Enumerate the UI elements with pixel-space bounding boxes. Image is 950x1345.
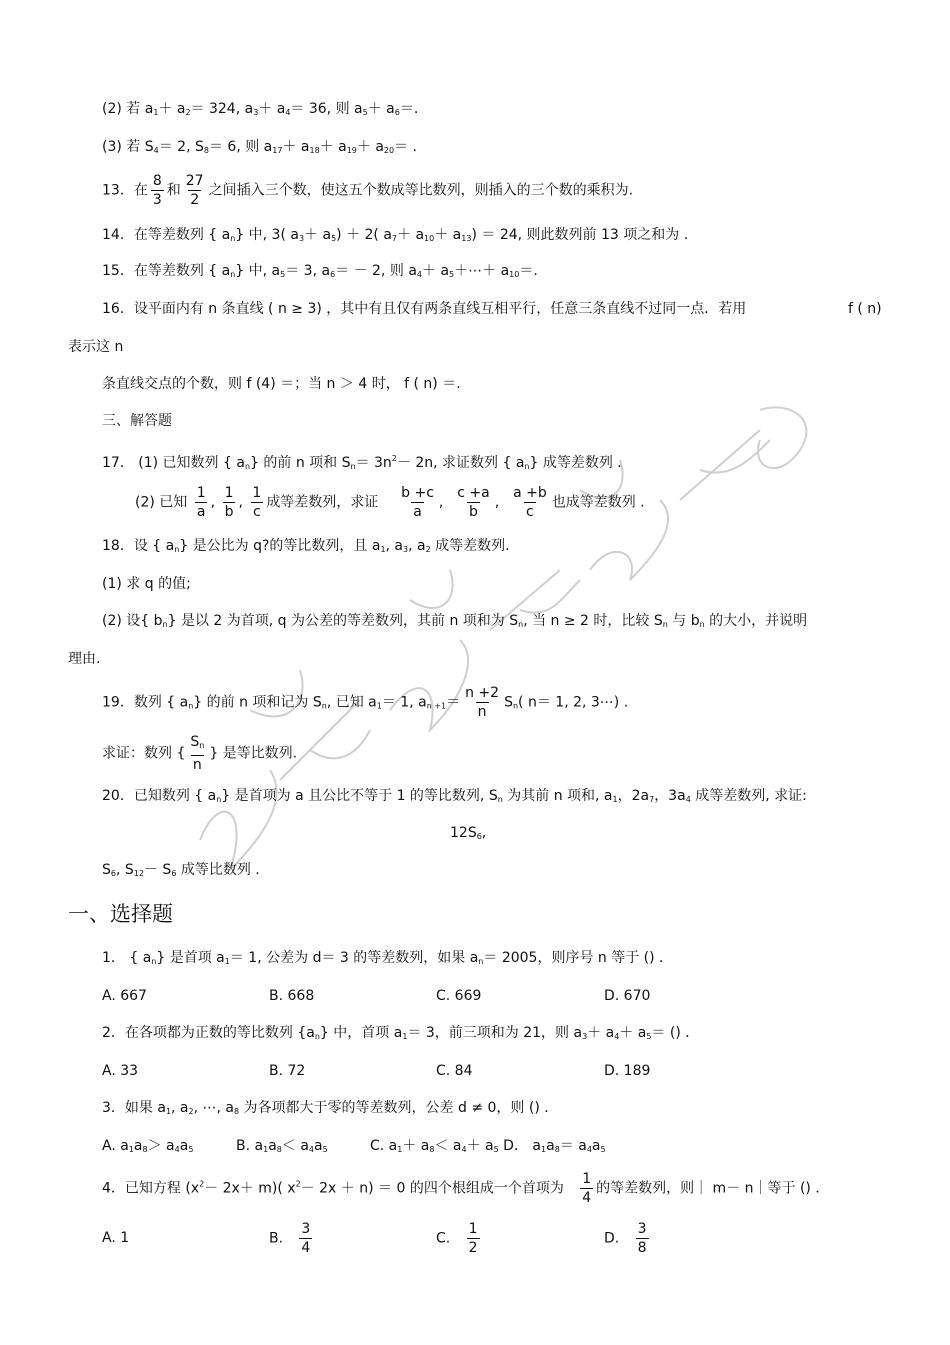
question-20: 20．已知数列 { $a_n$} 是首项为 a 且公比不等于 1 的等比数列, $S_n$ 为其前 n 项和, $a_1$，$2a_7$，$3a_4$ 成等差数列, 求证: bbox=[102, 788, 807, 804]
section-heading-1: 一、选择题 bbox=[68, 902, 173, 926]
fraction: $\frac{3}{8}$ bbox=[637, 1221, 647, 1256]
q12-part2: (2) 若 $a_1+ a_2= 324$, $a_3+ a_4= 36$, 则 $a_5+ a_6=$. bbox=[102, 101, 419, 117]
section-heading-3: 三、解答题 bbox=[102, 413, 172, 429]
question-16-line3: 条直线交点的个数，则 f (4) ＝；当 n ＞ 4 时， f ( n) ＝. bbox=[102, 376, 461, 392]
question-20-conclusion: $S_6$, $S_{12}- S_6$ 成等比数列 . bbox=[102, 862, 260, 878]
question-17-part2: (2) 已知 $\frac{1}{a}$ , $\frac{1}{b}$ , $\frac{1}{c}$ 成等差数列，求证 $\frac{b +c}{a}$ , $\frac{c +a}{b}$ , $\frac{a +b}{c}$ 也成等差数列 . bbox=[135, 485, 645, 520]
choice-3-option-b: B. $a_1a_8< a_4a_5$ bbox=[236, 1138, 328, 1154]
choice-1-option-d: D. 670 bbox=[604, 988, 651, 1004]
question-18-part2: (2) 设{ $b_n$} 是以 2 为首项, q 为公差的等差数列，其前 n 项和为 $S_n$, 当 n ≥ 2 时，比较 $S_n$ 与 $b_n$ 的大小，并说明 bbox=[102, 613, 808, 629]
choice-4-option-c: C. $\frac{1}{2}$ bbox=[436, 1221, 478, 1256]
choice-question-1: 1． { $a_n$} 是首项 $a_1= 1$, 公差为 d＝ 3 的等差数列，如果 $a_n= 2005$，则序号 n 等于 () ． bbox=[102, 950, 674, 966]
choice-4-option-d: D. $\frac{3}{8}$ bbox=[604, 1221, 647, 1256]
question-18-part1: (1) 求 q 的值; bbox=[102, 576, 191, 592]
fraction: $\frac{8}{3}$ bbox=[152, 173, 162, 208]
fraction: $\frac{b +c}{a}$ bbox=[401, 485, 434, 520]
question-15: 15．在等差数列 { $a_n$} 中, $a_5= 3$, $a_6= - 2$, 则 $a_4+$ $a_5+\cdots+ a_{10}=$. bbox=[102, 263, 538, 279]
question-18-part2-end: 理由. bbox=[68, 651, 101, 667]
choice-question-4: 4．已知方程 $(x^2- 2x+ m)$( $x^2- 2x + n) = 0$ 的四个根组成一个首项为 $\frac{1}{4}$ 的等差数列，则｜ m－ n｜等于 () ． bbox=[102, 1171, 830, 1206]
choice-3-option-a: A. $a_1a_8> a_4a_5$ bbox=[102, 1138, 194, 1154]
fraction: $\frac{a +b}{c}$ bbox=[513, 485, 547, 520]
choice-3-option-c-d: C. $a_1+ a_8< a_4+ a_5$ D． $a_1a_8= a_4a_5$ bbox=[370, 1138, 606, 1154]
choice-1-option-c: C. 669 bbox=[436, 988, 482, 1004]
question-14: 14．在等差数列 { $a_n$} 中, 3( $a_3+ a_5) + 2$( $a_7+ a_{10}+ a_{13}) = 24$, 则此数列前 13 项之和为 . bbox=[102, 227, 689, 243]
fraction: $\frac{1}{b}$ bbox=[224, 485, 234, 520]
fraction: $\frac{1}{2}$ bbox=[468, 1221, 478, 1256]
choice-question-2: 2．在各项都为正数的等比数列 $\{a_n\}$ 中，首项 $a_1= 3$，前三项和为 21，则 $a_3+ a_4+ a_5=$ () ． bbox=[102, 1025, 700, 1041]
fraction: $\frac{3}{4}$ bbox=[301, 1221, 311, 1256]
question-13: 13．在 $\frac{8}{3}$ 和 $\frac{27}{2}$ 之间插入三个数，使这五个数成等比数列，则插入的三个数的乘积为. bbox=[102, 173, 634, 208]
question-19-proof: 求证：数列 { $\frac{S_n}{n}$ } 是等比数列. bbox=[102, 734, 298, 773]
choice-4-option-a: A. 1 bbox=[102, 1230, 130, 1246]
choice-question-3: 3．如果 $a_1$, $a_2$, ⋯, $a_8$ 为各项都大于零的等差数列，公差 d ≠ 0，则 () ． bbox=[102, 1100, 559, 1116]
choice-4-option-b: B. $\frac{3}{4}$ bbox=[269, 1221, 311, 1256]
choice-2-option-a: A. 33 bbox=[102, 1063, 139, 1079]
fraction: $\frac{n +2}{n}$ bbox=[465, 685, 500, 720]
fraction: $\frac{c +a}{b}$ bbox=[457, 485, 490, 520]
question-17-part1: 17． (1) 已知数列 { $a_n$} 的前 n 项和 $S_n= 3n^2- 2n$, 求证数列 { $a_n$} 成等差数列 . bbox=[102, 454, 622, 471]
question-16-line1: 16．设平面内有 n 条直线 ( n ≥ 3) ，其中有且仅有两条直线互相平行，任意三条直线不过同一点．若用 bbox=[102, 301, 747, 317]
fraction: $\frac{1}{c}$ bbox=[252, 485, 262, 520]
question-19: 19．数列 { $a_n$} 的前 n 项和记为 $S_n$, 已知 $a_1= 1$, $a_{n +1}=$ $\frac{n +2}{n}$ $S_n$( n＝ 1, 2, 3⋯) . bbox=[102, 685, 629, 720]
fraction: $\frac{1}{4}$ bbox=[582, 1171, 592, 1206]
q12-part3: (3) 若 $S_4= 2$, $S_8= 6$, 则 $a_{17}+ a_{18}+ a_{19}+ a_{20}=$ . bbox=[102, 139, 418, 155]
fraction: $\frac{1}{a}$ bbox=[196, 485, 206, 520]
question-16-fn: f ( n) bbox=[848, 301, 882, 317]
choice-2-option-b: B. 72 bbox=[269, 1063, 306, 1079]
question-16-line2: 表示这 n bbox=[68, 339, 124, 355]
choice-2-option-d: D. 189 bbox=[604, 1063, 651, 1079]
fraction: $\frac{S_n}{n}$ bbox=[190, 734, 205, 773]
choice-1-option-a: A. 667 bbox=[102, 988, 147, 1004]
choice-1-option-b: B. 668 bbox=[269, 988, 315, 1004]
fraction: $\frac{27}{2}$ bbox=[185, 173, 204, 208]
question-18: 18．设 { $a_n$} 是公比为 q?的等比数列，且 $a_1$, $a_3$, $a_2$ 成等差数列. bbox=[102, 538, 510, 554]
question-20-formula: $12S_6$, bbox=[450, 825, 487, 841]
choice-2-option-c: C. 84 bbox=[436, 1063, 473, 1079]
